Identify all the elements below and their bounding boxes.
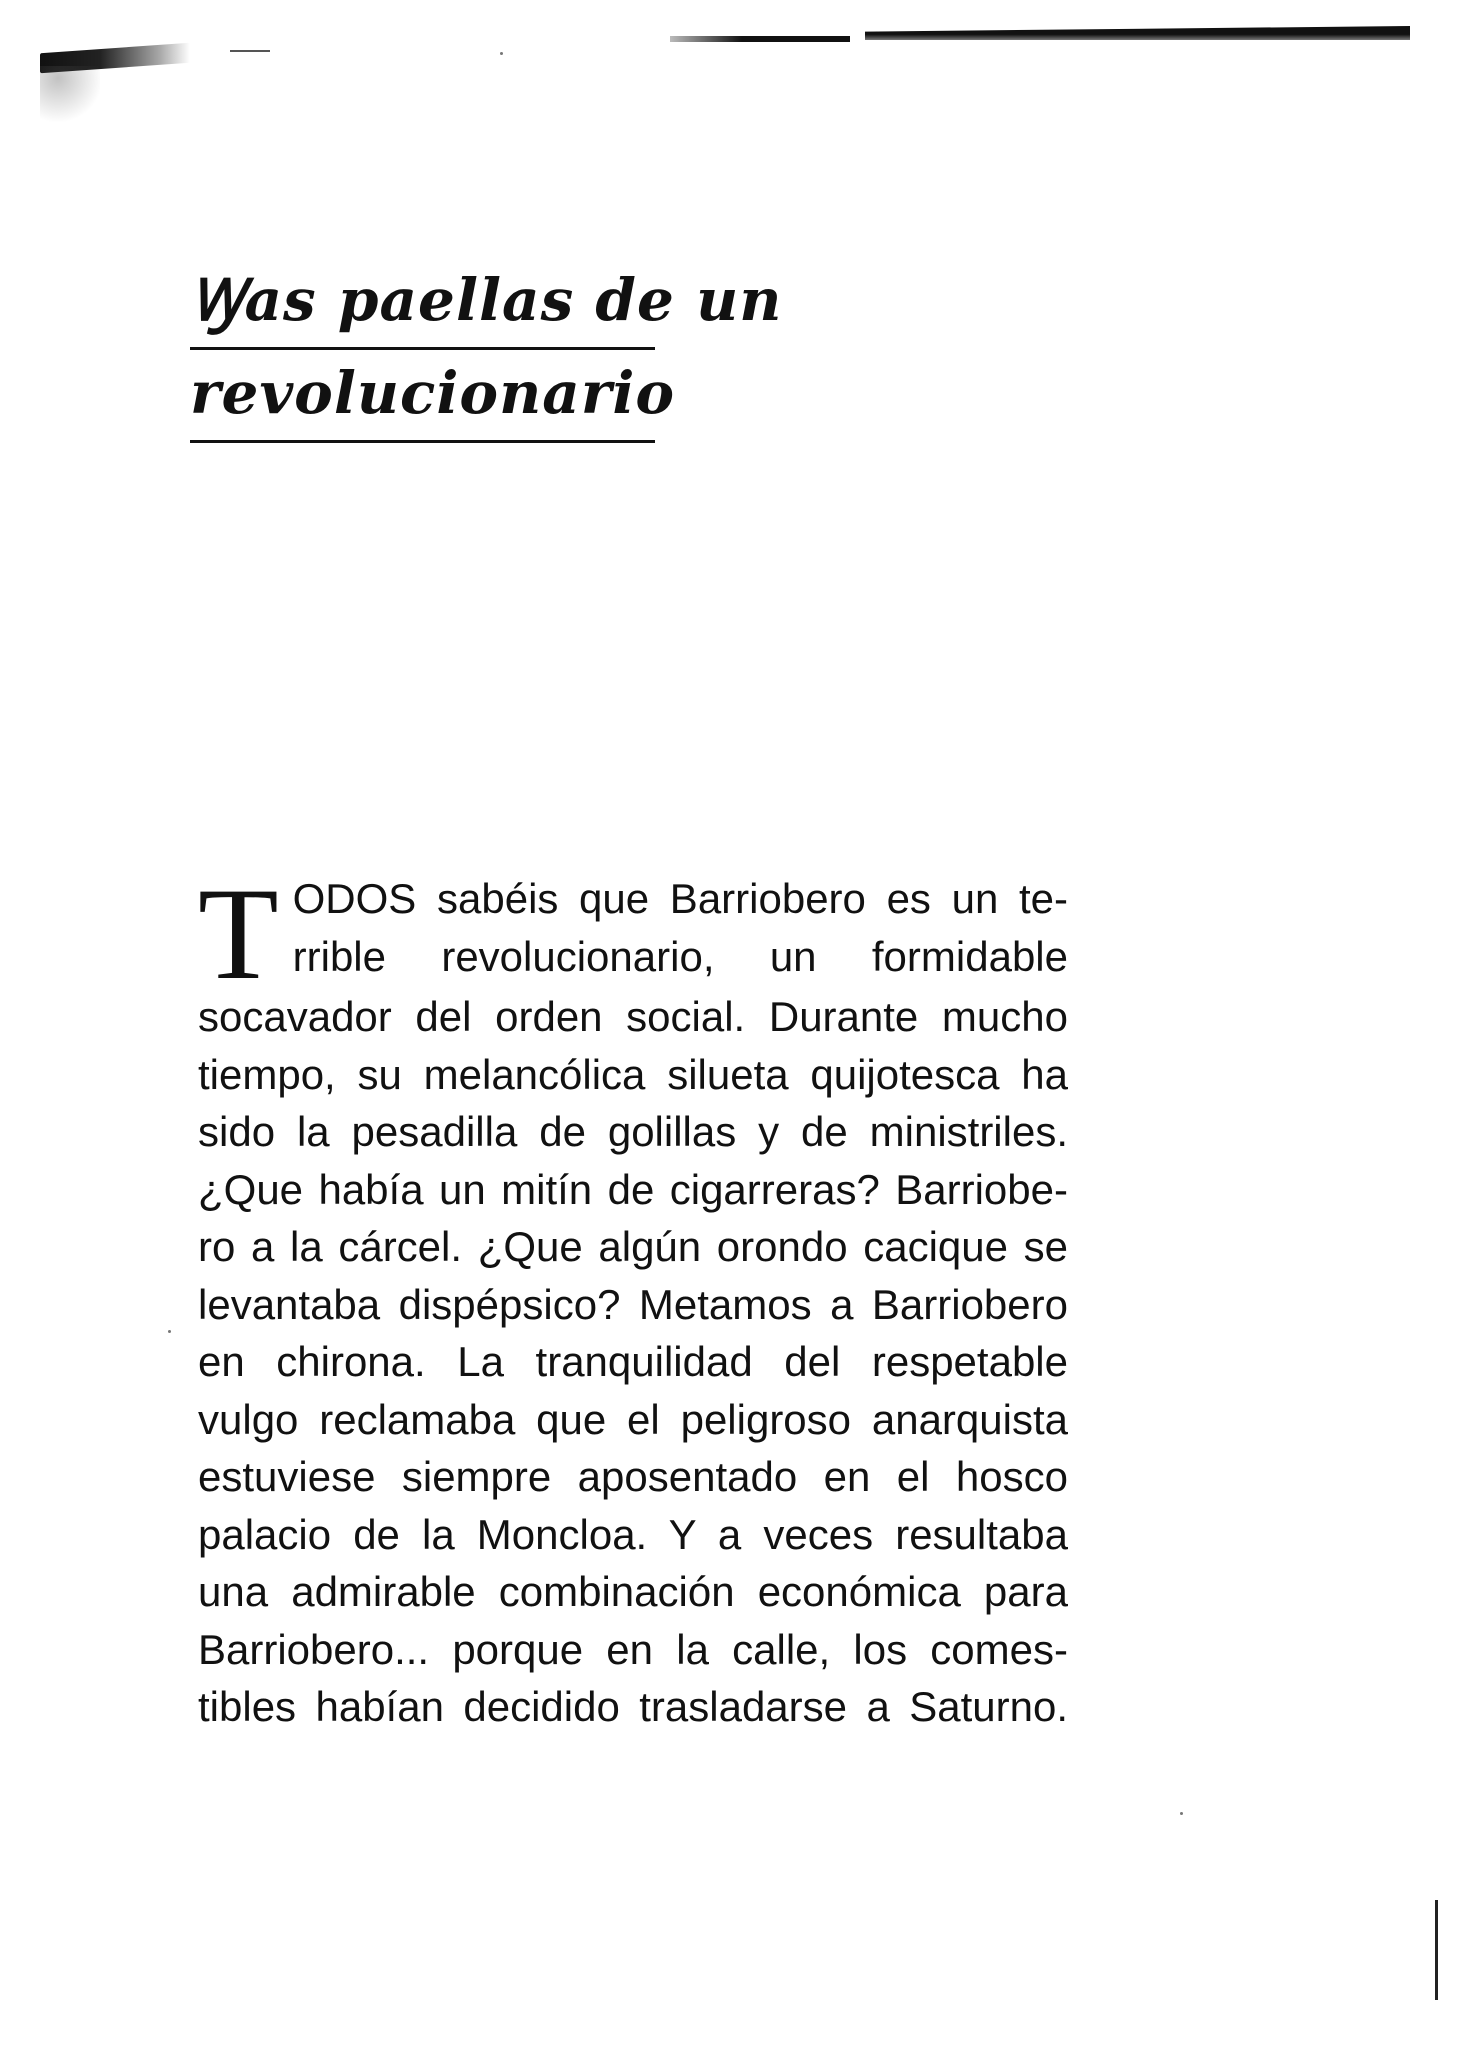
- body-text: [198, 860, 1068, 1736]
- drop-cap: T: [198, 860, 279, 1007]
- text-line: socavador del orden social. Durante mucho: [198, 993, 1068, 1040]
- text-line: estuviese siempre aposentado en el hosco: [198, 1453, 1068, 1500]
- text-line: tiempo, su melancólica silueta quijotesca ha: [198, 1050, 1068, 1098]
- scan-speck: [168, 1330, 171, 1333]
- text-line: ODOS sabéis que Barriobero es un te-: [292, 875, 1068, 922]
- scan-artifact-right-edge: [1435, 1900, 1438, 2000]
- scan-artifact-dash: [230, 50, 270, 52]
- text-line: palacio de la Moncloa. Y a veces resultaba: [198, 1510, 1068, 1558]
- text-line: ¿Que había un mitín de cigarreras? Barriobe-: [198, 1165, 1068, 1213]
- text-line: tibles habían decidido trasladarse a Saturno.: [198, 1683, 1068, 1730]
- scan-artifact-top-right: [865, 26, 1410, 40]
- text-line: ro a la cárcel. ¿Que algún orondo cacique se: [198, 1223, 1068, 1270]
- text-line: rrible revolucionario, un formidable: [292, 932, 1068, 980]
- scan-dust: [40, 66, 100, 126]
- text-line: levantaba dispépsico? Metamos a Barriobero: [198, 1280, 1068, 1328]
- text-line: Barriobero... porque en la calle, los comes-: [198, 1625, 1068, 1673]
- title-line-2-text: revolucionario: [190, 359, 676, 427]
- text-line: vulgo reclamaba que el peligroso anarquista: [198, 1395, 1068, 1443]
- scan-artifact-top-mid: [670, 36, 850, 42]
- paragraph: [198, 860, 1068, 1736]
- chapter-title: [190, 265, 783, 451]
- title-line-2: [190, 358, 676, 443]
- text-line: en chirona. La tranquilidad del respetable: [198, 1338, 1068, 1385]
- scan-speck: [500, 52, 503, 55]
- title-line-1: Ꝡas paellas de un: [190, 265, 655, 350]
- text-line: una admirable combinación económica para: [198, 1568, 1068, 1615]
- scan-speck: [1180, 1812, 1183, 1815]
- text-line: sido la pesadilla de golillas y de ministriles.: [198, 1108, 1068, 1155]
